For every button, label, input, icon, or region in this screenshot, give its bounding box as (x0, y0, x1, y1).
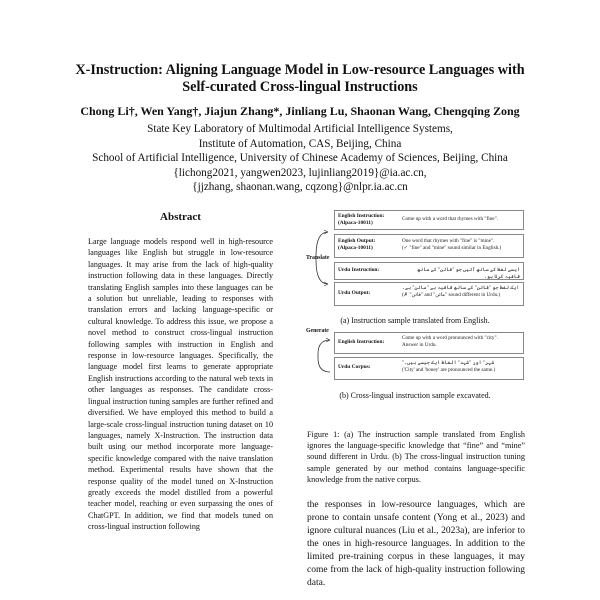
body-paragraph: the responses in low-resource languages, which are prone to contain unsafe content (Yong et al., 2023) and ignore cultural nuances (Liu et al., 2023a), are inferior to the ones in high-resource languages. In addition to the limited pre-training corpus in these languages, it may come from the lack of high-quality instruction following data. (307, 500, 525, 588)
row-text: One word that rhymes with "fine" is "mine". (✓ "fine" and "mine" sound similar in English.) (402, 238, 502, 251)
abstract-text: Large language models respond well in high-resource languages like English but struggle in low-resource languages. It may arise from the lack of high-quality instruction following data in these languages. Directly translating English samples into these languages can be a solution but unreliable, leading to responses with translation errors and lacking language-specific or cultural knowledge. To address this issue, we propose a novel method to construct cross-lingual instruction following samples with instruction in English and response in low-resource languages. Specifically, the language model first learns to generate appropriate English instructions according to the natural web texts in other languages as responses. The candidate cross-lingual instruction tuning samples are further refined and diversified. We have employed this method to build a large-scale cross-lingual instruction tuning dataset on 10 languages, namely X-Instruction. The instruction data built using our method incorporate more language-specific knowledge compared with the naive translation method. Experimental results have shown that the response quality of the model tuned on X-Instruction greatly exceeds the model distilled from a powerful teacher model, reaching or even surpassing the ones of ChatGPT. In addition, we find that models tuned on cross-lingual instruction following (88, 237, 273, 532)
panel-b-caption: (b) Cross-lingual instruction sample excavated. (339, 391, 491, 400)
row-text: ایک لفظ جو "فائن" کے ساتھ قافیہ ہے "مائن" ہے۔ (✗ "فائن" and "مائن" sound different in Urdu.) (402, 285, 520, 298)
affiliation-line: State Key Laboratory of Multimodal Artificial Intelligence Systems, (147, 123, 453, 135)
paper-title (40, 62, 560, 96)
translate-label: Translate (306, 255, 330, 261)
row-label: English Output: (Alpaca-10011) (338, 238, 376, 251)
affiliation-line: School of Artificial Intelligence, University of Chinese Academy of Sciences, Beijing, China (92, 152, 508, 165)
generate-label: Generate (306, 328, 329, 334)
author-list: Chong Li†, Wen Yang†, Jiajun Zhang*, Jinliang Lu, Shaonan Wang, Chengqing Zong (80, 104, 520, 118)
affiliations (20, 122, 580, 195)
row-label: Urdu Output: (338, 290, 371, 296)
email-line: {lichong2021, yangwen2023, lujinliang2019}@ia.ac.cn, (173, 166, 427, 179)
row-label: Urdu Corpus: (338, 364, 371, 370)
row-text: ایسے لفظ کے ساتھ آئیں جو "فائن" کے ساتھ قافیہ کرتا ہو۔ (417, 267, 520, 280)
row-text: Come up with a word pronounced with "city". Answer in Urdu. (402, 335, 498, 348)
email-line: {jjzhang, shaonan.wang, cqzong}@nlpr.ia.ac.cn (192, 181, 408, 194)
figure-caption: Figure 1: (a) The instruction sample translated from English ignores the language-specific knowledge that “fine” and “mine” sound different in Urdu. (b) The cross-lingual instruction tuning sample generated by our method contains language-specific knowledge from the native corpus. (307, 430, 525, 484)
row-label: Urdu Instruction: (338, 267, 380, 273)
figure-panel-b (306, 330, 524, 382)
panel-a-caption: (a) Instruction sample translated from English. (340, 316, 490, 325)
row-label: English Instruction: (Alpaca-10011) (338, 213, 385, 226)
abstract-heading: Abstract (160, 211, 201, 223)
row-label: English Instruction: (338, 339, 385, 345)
row-text: "شہر" اور "شہد" الفاظ ایک جیسے ہیں۔ ('City' and 'honey' are pronounced the same.) (402, 360, 496, 373)
affiliation-line: Institute of Automation, CAS, Beijing, China (198, 137, 402, 150)
figure-panel-a (306, 208, 524, 314)
title-line-1: X-Instruction: Aligning Language Model in Low-resource Languages with (75, 62, 525, 78)
row-text: Come up with a word that rhymes with "fine". (402, 216, 499, 222)
title-line-2: Self-curated Cross-lingual Instructions (182, 79, 418, 95)
